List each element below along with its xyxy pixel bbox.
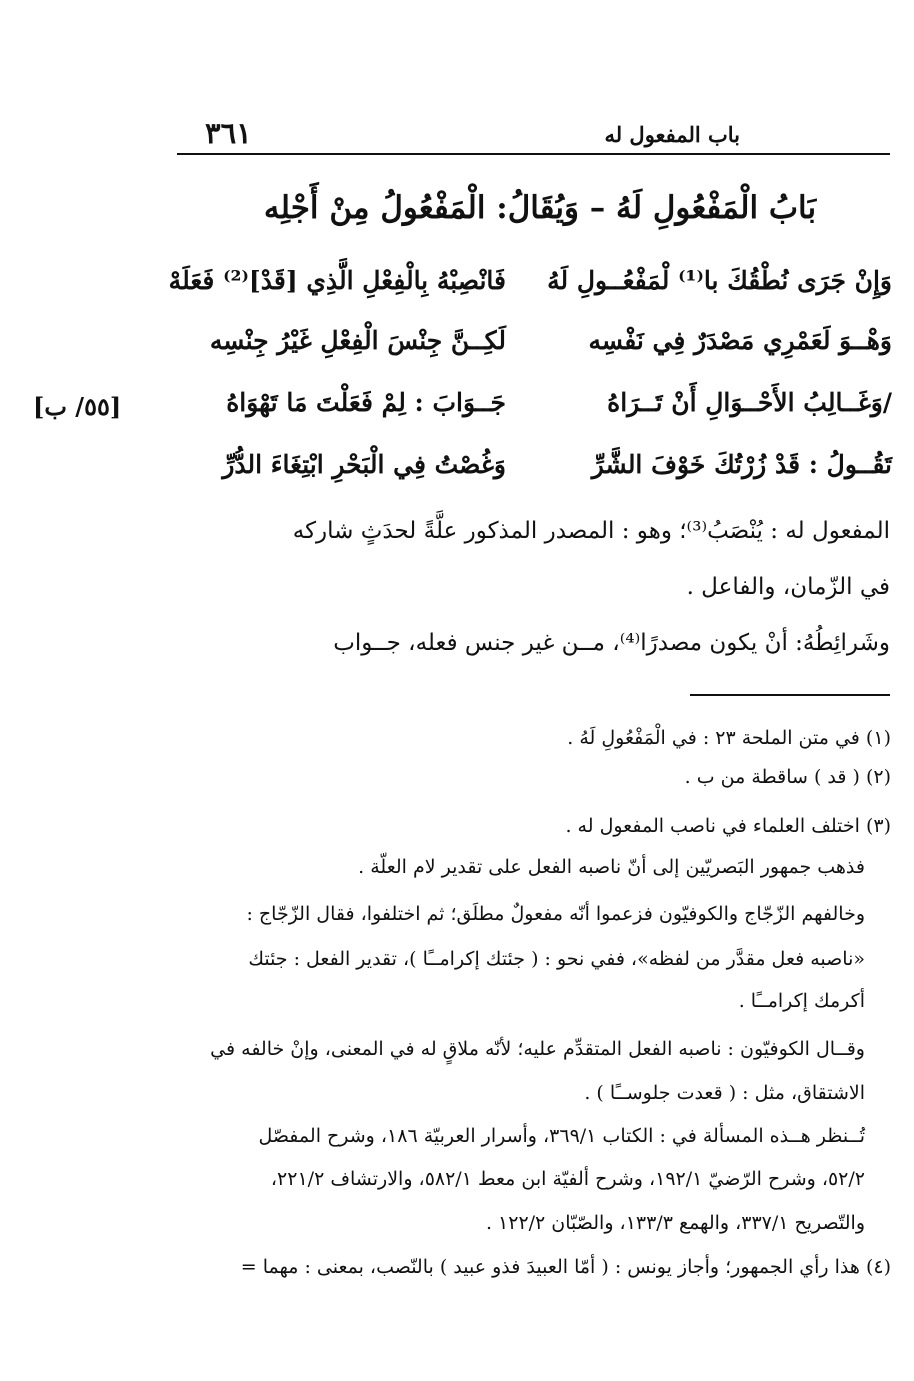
verse-3-first-hemistich: /وَغَــالِبُ الأَحْــوَالِ أَنْ تَــرَاهُ [607,388,892,417]
commentary-line: وشَرائِطُهُ: أنْ يكون مصدرًا⁽⁴⁾، مــن غير جنس فعله، جــواب [333,630,890,656]
footnote-line: والتّصريح ٣٣٧/١، والهمع ١٣٣/٣، والصّبّان ١٢٢/٢ . [485,1212,865,1234]
folio-marker: [٥٥/ ب] [33,392,122,421]
footnote-line: ٥٢/٢، وشرح الرّضيّ ١٩٢/١، وشرح ألفيّة ابن معط ٥٨٢/١، والارتشاف ٢٢١/٢، [270,1168,865,1190]
header-rule [177,153,890,155]
footnote-line: تُــنظر هــذه المسألة في : الكتاب ٣٦٩/١، وأسرار العربيّة ١٨٦، وشرح المفصّل [258,1125,865,1147]
footnote-line: فذهب جمهور البَصريّين إلى أنّ ناصبه الفعل على تقدير لام العلّة . [358,856,865,878]
footnote-line: وخالفهم الزّجّاج والكوفيّون فزعموا أنّه مفعولٌ مطلَق؛ ثم اختلفوا، فقال الزّجّاج : [246,903,865,925]
footnote-line: أكرمك إكرامــًا . [738,990,865,1012]
footnote-line: «ناصبه فعل مقدَّر من لفظه»، ففي نحو : ( جئتك إكرامــًا )، تقدير الفعل : جئتك [248,948,865,970]
footnote-rule [690,694,890,696]
commentary-line: في الزّمان، والفاعل . [686,574,890,600]
verse-2-second-hemistich: لَكِــنَّ جِنْسَ الْفِعْلِ غَيْرُ جِنْسِه [209,326,506,355]
footnote-line: (١) في متن الملحة ٢٣ : في الْمَفْعُولِ لَهُ . [567,727,891,749]
verse-1-second-hemistich: فَانْصِبْهُ بِالْفِعْلِ الَّذِي [قَدْ]⁽²⁾ فَعَلَهْ [168,266,506,295]
footnote-line: (٣) اختلف العلماء في ناصب المفعول له . [565,815,891,837]
verse-3-second-hemistich: جَــوَابَ : لِمْ فَعَلْتَ مَا تَهْوَاهُ [226,388,506,417]
verse-4-second-hemistich: وَغُصْتُ فِي الْبَحْرِ ابْتِغَاءَ الدُّرِّ [222,450,506,479]
chapter-title: بَابُ الْمَفْعُولِ لَهُ – وَيُقَالُ: الْمَفْعُولُ مِنْ أَجْلِه [263,190,817,226]
verse-2-first-hemistich: وَهْــوَ لَعَمْرِي مَصْدَرٌ فِي نَفْسِه [588,326,892,355]
commentary-line: المفعول له : يُنْصَبُ⁽³⁾؛ وهو : المصدر المذكور علَّةً لحدَثٍ شاركه [292,518,890,544]
footnote-line: (٢) ( قد ) ساقطة من ب . [684,766,891,788]
footnote-line: (٤) هذا رأي الجمهور؛ وأجاز يونس : ( أمّا العبيدَ فذو عبيد ) بالنّصب، بمعنى : مهما = [240,1256,891,1278]
page-number: ٣٦١ [205,116,252,150]
verse-4-first-hemistich: تَقُــولُ : قَدْ زُرْتُكَ خَوْفَ الشَّرِّ [591,450,892,479]
footnote-line: وقــال الكوفيّون : ناصبه الفعل المتقدِّم عليه؛ لأنّه ملاقٍ له في المعنى، وإنْ خالفه في [210,1038,865,1060]
verse-1-first-hemistich: وَإِنْ جَرَى نُطْقُكَ با⁽¹⁾ لْمَفْعُــولِ لَهُ [547,266,892,295]
footnote-line: الاشتقاق، مثل : ( قعدت جلوســًا ) . [584,1082,865,1104]
running-title: باب المفعول له [604,122,740,147]
